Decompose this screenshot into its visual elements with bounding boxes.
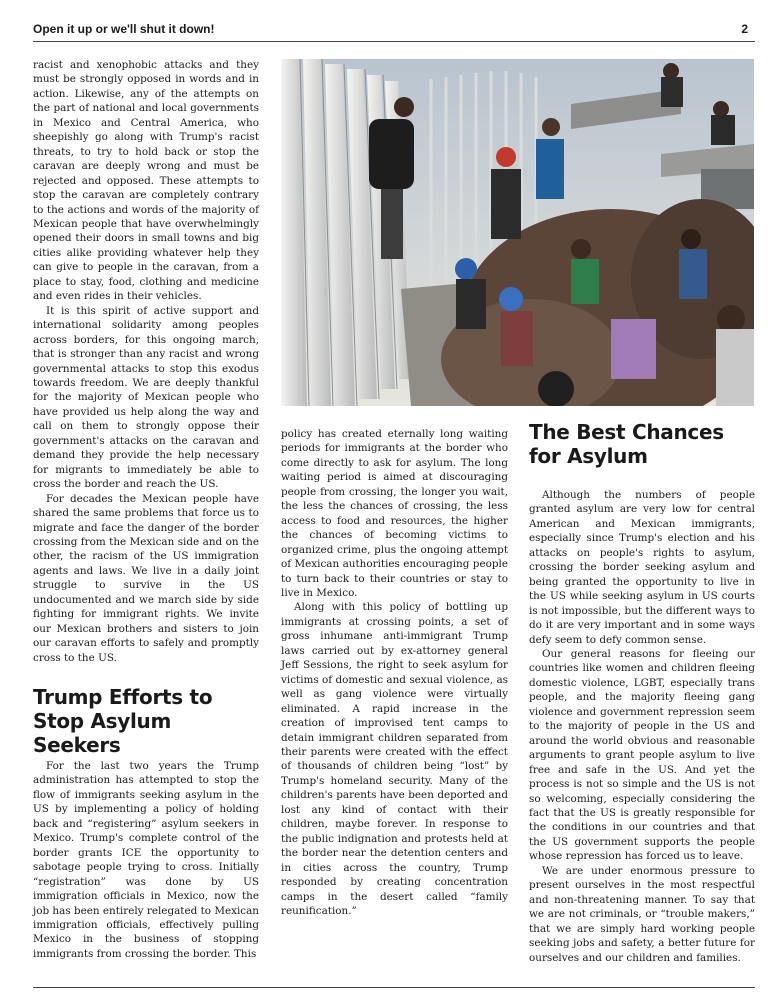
paragraph: policy has created eternally long waiting periods for immigrants at the border who come directly to ask for asylum. The long waiting period is aimed at discouraging people from crossing, the longer you wait, the less the chances of crossing, the less access to food and resources, the higher the chances of becoming victims to organized crime, plus the ongoing attempt of Mexican authorities encouraging people to turn back to their countries or stay to live in Mexico. <box>281 428 508 599</box>
page-number: 2 <box>741 22 748 36</box>
paragraph: Although the numbers of people granted asylum are very low for central American and Mexican immigrants, especially since Trump's election and his attacks on people's rights to asylum, crossing the border seeking asylum and being granted the opportunity to live in the US while seeking asylum in US courts is not impossible, but the different ways to do it are very important and in some ways defy seem to defy common sense. <box>529 489 755 646</box>
paragraph: Our general reasons for fleeing our countries like women and children fleeing domestic violence, LGBT, especially trans people, and the majority fleeing gang violence and government repression seem to the majority of people in the US and around the world obvious and reasonable arguments to grant people asylum to live free and safe in the US. And yet the process is not so simple and the US is not so welcoming, especially considering the fact that the US is greatly responsible for the conditions in our countries and that the US government supports the people whose repression has forced us to leave. <box>529 647 755 863</box>
border-fence-crowd-image <box>281 59 754 406</box>
running-header <box>33 20 752 40</box>
paragraph: It is this spirit of active support and international solidarity among peoples across borders, for this ongoing march, that is stronger than any racist and wrong governmental attacks to stop this exodus towards freedom. We are deeply thankful for the majority of Mexican people who have provided us help along the way and call on them to strongly oppose their government's attacks on the caravan and demand they provide the help necessary for migrants to immediately be able to cross the border and reach the US. <box>33 304 259 491</box>
caravan-photo <box>281 59 754 406</box>
running-title: Open it up or we'll shut it down! <box>33 22 215 36</box>
section-heading-trump-efforts: Trump Efforts to Stop Asylum Seekers <box>33 685 213 758</box>
column-left <box>33 58 259 961</box>
column-middle <box>281 427 508 918</box>
paragraph: For decades the Mexican people have shared the same problems that force us to migrate and face the danger of the border crossing from the Mexican side and on the other, the racism of the US immigration agents and laws. We live in a daily joint struggle to survive in the US undocumented and we march side by side fighting for immigrant rights. We invite our Mexican brothers and sisters to join our caravan efforts to safely and promptly cross to the US. <box>33 492 259 664</box>
column-right <box>529 420 755 965</box>
footer-rule <box>33 987 755 988</box>
paragraph: For the last two years the Trump administration has attempted to stop the flow of immigrants seeking asylum in the US by implementing a policy of holding back and “registering” asylum seekers in Mexico. Trump's complete control of the border grants ICE the opportunity to sabotage people trying to cross. Initially “registration” was done by US immigration officials in Mexico, now the job has been entirely relegated to Mexican immigration officials, effectively pulling Mexico in the business of stopping immigrants from crossing the border. This <box>33 760 259 960</box>
section-heading-best-chances: The Best Chances for Asylum <box>529 420 724 468</box>
paragraph: racist and xenophobic attacks and they must be strongly opposed in words and in action. Likewise, any of the attempts on the part of national and local governments in Mexico and Central America, who sheepishly go along with Trump's racist threats, to try to hold back or stop the caravan are deeply wrong and must be rejected and opposed. These attempts to stop the caravan are completely contrary to the actions and words of the majority of Mexican people that have overwhelmingly opened their doors in small towns and big cities alike providing whatever help they can give to people in the caravan, from a place to stay, food, clothing and medicine and even rides in their vehicles. <box>33 59 259 303</box>
header-rule <box>33 41 755 42</box>
paragraph: We are under enormous pressure to present ourselves in the most respectful and non-threatening manner. To say that we are not criminals, or “trouble makers,” that we are simply hard working people seeking jobs and safety, a better future for ourselves and our children and families. <box>529 864 755 964</box>
paragraph: Along with this policy of bottling up immigrants at crossing points, a set of gross inhumane anti-immigrant Trump laws carried out by ex-attorney general Jeff Sessions, the right to seek asylum for victims of domestic and sexual violence, as well as gang violence were virtually eliminated. A rapid increase in the creation of improvised tent camps to detain immigrant children separated from their parents were created with the effect of thousands of children being “lost” by Trump's homeland security. Many of the children's parents have been deported and lost any kind of contact with their children, maybe forever. In response to the public indignation and protests held at the border near the detention centers and in cities across the country, Trump responded by creating concentration camps in the desert called “family reunification.” <box>281 601 508 917</box>
